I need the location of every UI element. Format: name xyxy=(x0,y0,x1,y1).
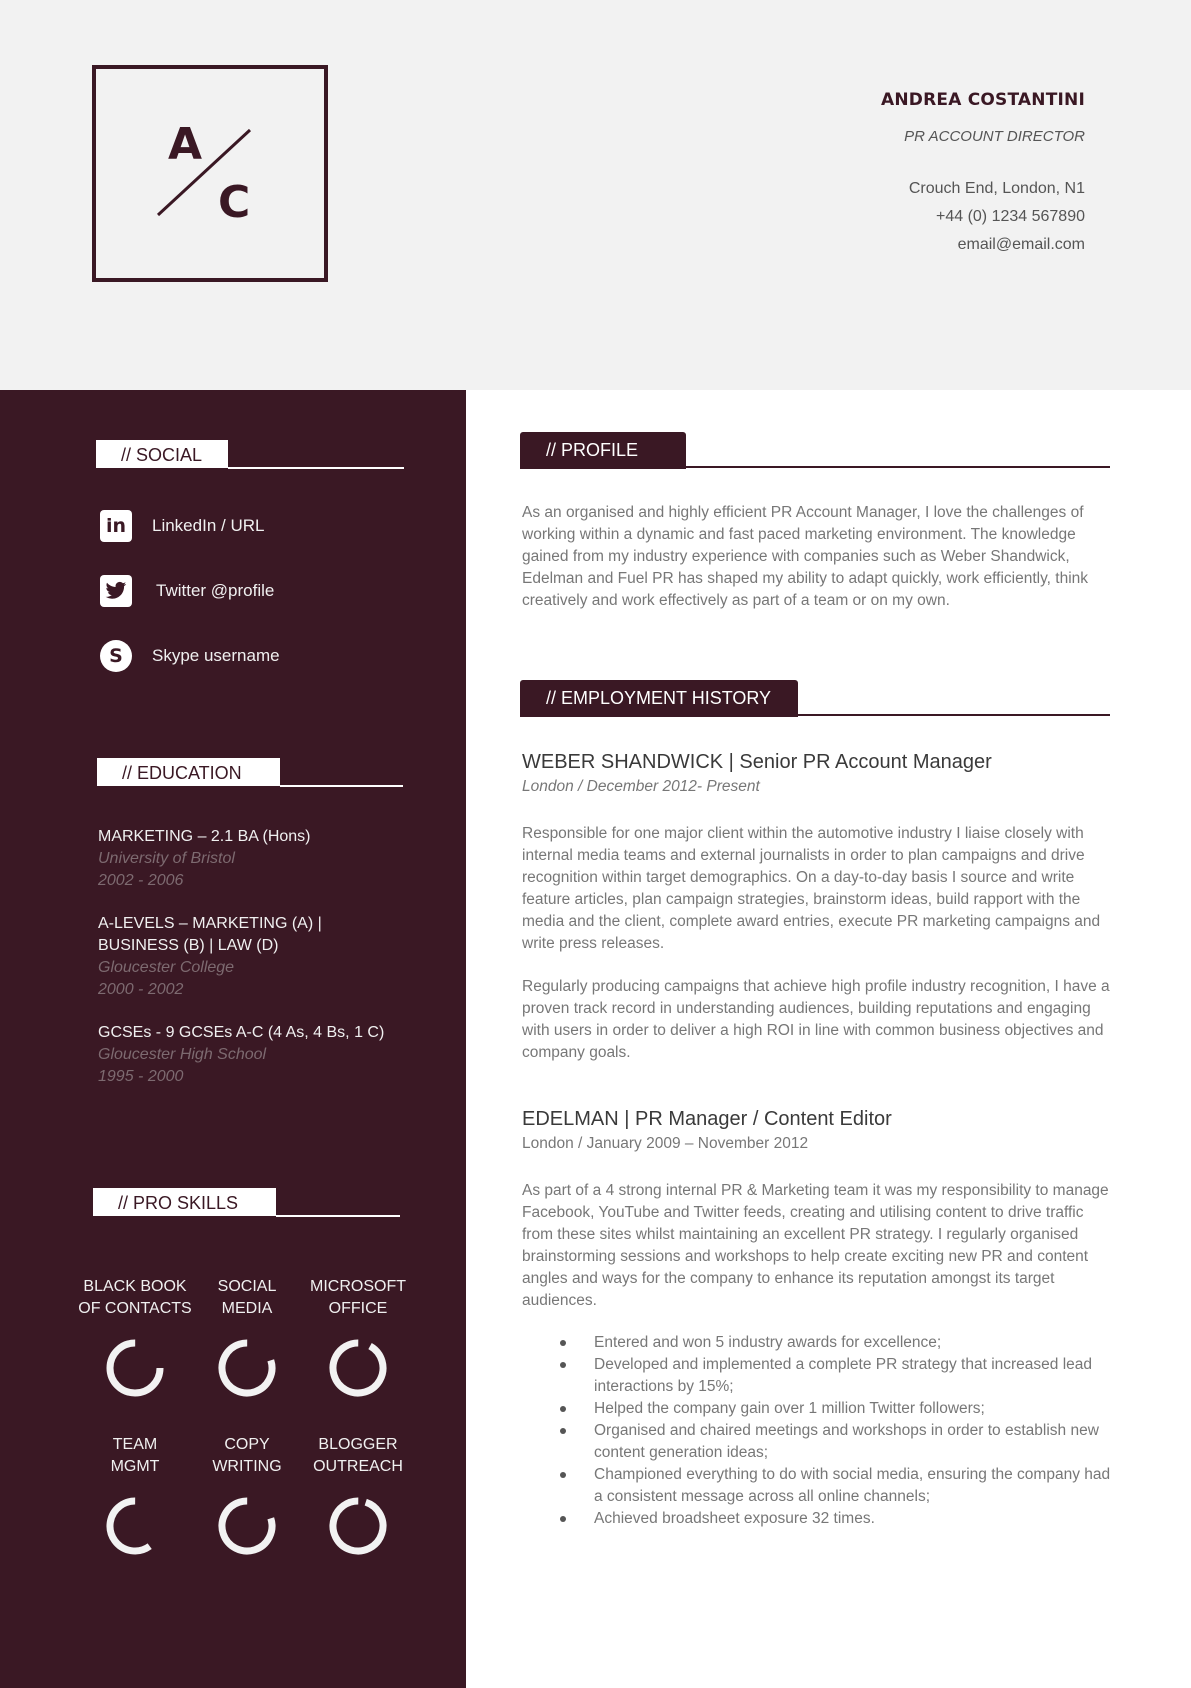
list-item: Organised and chaired meetings and workshops in order to establish new content generation ideas; xyxy=(560,1420,1120,1464)
achievements-list xyxy=(560,1332,1120,1530)
social-twitter[interactable]: Twitter @profile xyxy=(100,575,274,607)
education-item: A-LEVELS – MARKETING (A) | BUSINESS (B) | LAW (D) Gloucester College 2000 - 2002 xyxy=(98,915,322,998)
list-item: Helped the company gain over 1 million Twitter followers; xyxy=(560,1398,1120,1420)
profile-heading: // PROFILE xyxy=(520,432,1110,468)
job-title: PR ACCOUNT DIRECTOR xyxy=(904,128,1085,145)
skill-progress-ring-icon xyxy=(326,1494,390,1558)
skill-progress-ring-icon xyxy=(103,1336,167,1400)
education-heading: // EDUCATION xyxy=(97,758,403,788)
skill-item xyxy=(298,1434,418,1558)
phone: +44 (0) 1234 567890 xyxy=(935,208,1085,225)
logo-slash-icon xyxy=(96,69,324,278)
job-description: As part of a 4 strong internal PR & Marketing team it was my responsibility to manage Facebook, YouTube and Twitter feeds, creating and utilising content to drive traffic from these sites whilst maintaining an excellent PR strategy. I regularly organised brainstorming sessions and workshops to help create exciting new PR and content angles and ways for the company to enhance its reputation amongst its target audiences. xyxy=(522,1182,1109,1309)
contact-details xyxy=(881,175,1085,259)
skill-item xyxy=(187,1434,307,1558)
education-item: MARKETING – 2.1 BA (Hons) University of Bristol 2002 - 2006 xyxy=(98,828,311,889)
header-band xyxy=(0,0,1191,390)
person-name: ANDREA COSTANTINI xyxy=(881,90,1085,110)
skill-progress-ring-icon xyxy=(326,1336,390,1400)
monogram-logo xyxy=(92,65,328,282)
logo-letter-c: C xyxy=(218,177,251,228)
job-description: Responsible for one major client within the automotive industry I liaise closely with internal media teams and external journalists in order to plan campaigns and drive recognition within target demographics. On a day-to-day basis I source and write feature articles, plan campaign strategies, brainstorm ideas, build rapport with the media and the client, complete award entries, execute PR marketing campaigns and write press releases. xyxy=(522,825,1101,952)
linkedin-icon: in xyxy=(100,510,132,542)
skill-label: SOCIAL MEDIA xyxy=(217,1278,277,1317)
skill-label: MICROSOFT OFFICE xyxy=(310,1278,406,1317)
sidebar xyxy=(0,390,466,1688)
twitter-icon xyxy=(100,575,132,607)
contact-block xyxy=(881,90,1085,259)
heading-rule xyxy=(228,467,404,469)
skill-item xyxy=(75,1434,195,1558)
skill-item xyxy=(187,1276,307,1400)
job-meta: London / December 2012- Present xyxy=(522,778,760,795)
skill-item xyxy=(75,1276,195,1400)
email-link[interactable]: email@email.com xyxy=(957,236,1085,253)
skill-progress-ring-icon xyxy=(103,1494,167,1558)
job-meta: London / January 2009 – November 2012 xyxy=(522,1135,809,1152)
address: Crouch End, London, N1 xyxy=(908,180,1085,197)
heading-rule xyxy=(520,466,1110,468)
heading-rule xyxy=(520,714,1110,716)
list-item: Entered and won 5 industry awards for excellence; xyxy=(560,1332,1120,1354)
social-skype[interactable]: S Skype username xyxy=(100,640,280,672)
skill-label: BLACK BOOK OF CONTACTS xyxy=(78,1278,192,1317)
logo-letter-a: A xyxy=(168,119,203,170)
job-heading: EDELMAN | PR Manager / Content Editor xyxy=(522,1108,892,1130)
skill-label: COPY WRITING xyxy=(212,1436,282,1475)
skill-progress-ring-icon xyxy=(215,1336,279,1400)
skill-label: TEAM MGMT xyxy=(110,1436,160,1475)
list-item: Achieved broadsheet exposure 32 times. xyxy=(560,1508,1120,1530)
heading-rule xyxy=(276,1215,400,1217)
profile-text: As an organised and highly efficient PR Account Manager, I love the challenges of working within a dynamic and fast paced marketing environment. The knowledge gained from my industry experience with companies such as Weber Shandwick, Edelman and Fuel PR has shaped my ability to adapt quickly, work efficiently, think creatively and work effectively as part of a team or on my own. xyxy=(522,504,1089,609)
skype-icon: S xyxy=(100,640,132,672)
job-description: Regularly producing campaigns that achieve high profile industry recognition, I have a proven track record in understanding audiences, building reputations and engaging with users in order to deliver a high ROI in line with common business objectives and company goals. xyxy=(522,978,1110,1061)
heading-rule xyxy=(280,785,403,787)
education-item: GCSEs - 9 GCSEs A-C (4 As, 4 Bs, 1 C) Gloucester High School 1995 - 2000 xyxy=(98,1024,385,1085)
employment-heading: // EMPLOYMENT HISTORY xyxy=(520,680,1110,716)
list-item: Developed and implemented a complete PR strategy that increased lead interactions by 15%; xyxy=(560,1354,1120,1398)
skill-item xyxy=(298,1276,418,1400)
social-linkedin[interactable]: in LinkedIn / URL xyxy=(100,510,264,542)
skill-label: BLOGGER OUTREACH xyxy=(313,1436,403,1475)
skill-progress-ring-icon xyxy=(215,1494,279,1558)
job-heading: WEBER SHANDWICK | Senior PR Account Manager xyxy=(522,751,992,773)
skills-heading: // PRO SKILLS xyxy=(93,1188,400,1218)
list-item: Championed everything to do with social media, ensuring the company had a consistent message across all online channels; xyxy=(560,1464,1120,1508)
social-heading: // SOCIAL xyxy=(96,440,404,470)
